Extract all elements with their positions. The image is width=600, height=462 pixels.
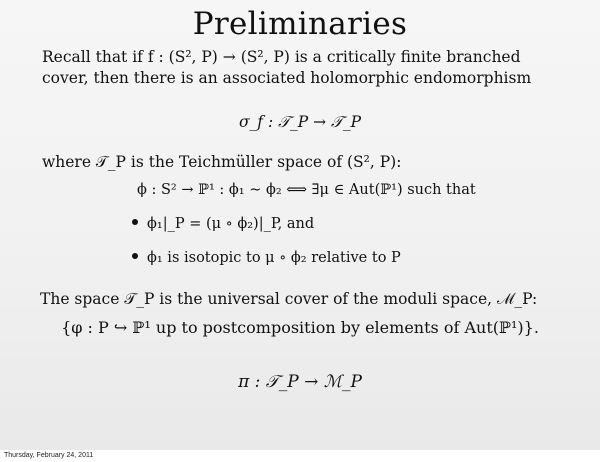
sigma-equation: σ_f : 𝒯_P → 𝒯_P [238,113,362,131]
paragraph-line-2: cover, then there is an associated holomorphic endomorphism [42,69,532,87]
bullet-text-2: ϕ₁ is isotopic to μ ∘ ϕ₂ relative to P [147,250,401,266]
paragraph-line-1: Recall that if f : (S², P) → (S², P) is a critically finite branched [42,48,521,66]
bullet-item-2 [132,248,401,268]
footer-date: Thursday, February 24, 2011 [0,450,600,462]
bullet-dot-icon [132,219,138,225]
where-line: where 𝒯_P is the Teichmüller space of (S², P): [42,153,402,171]
space-line: The space 𝒯_P is the universal cover of the moduli space, ℳ_P: [40,290,538,308]
bullet-dot-icon [132,253,138,259]
slide-title: Preliminaries [192,6,408,42]
pi-equation: π : 𝒯_P → ℳ_P [238,372,362,392]
bullet-text-1: ϕ₁|_P = (μ ∘ ϕ₂)|_P, and [147,216,315,232]
phi-equivalence-line: ϕ : S² → ℙ¹ : ϕ₁ ∼ ϕ₂ ⟺ ∃μ ∈ Aut(ℙ¹) such that [137,182,476,198]
set-line: {φ : P ↪ ℙ¹ up to postcomposition by elements of Aut(ℙ¹)}. [61,318,539,337]
bullet-item-1 [132,214,314,234]
